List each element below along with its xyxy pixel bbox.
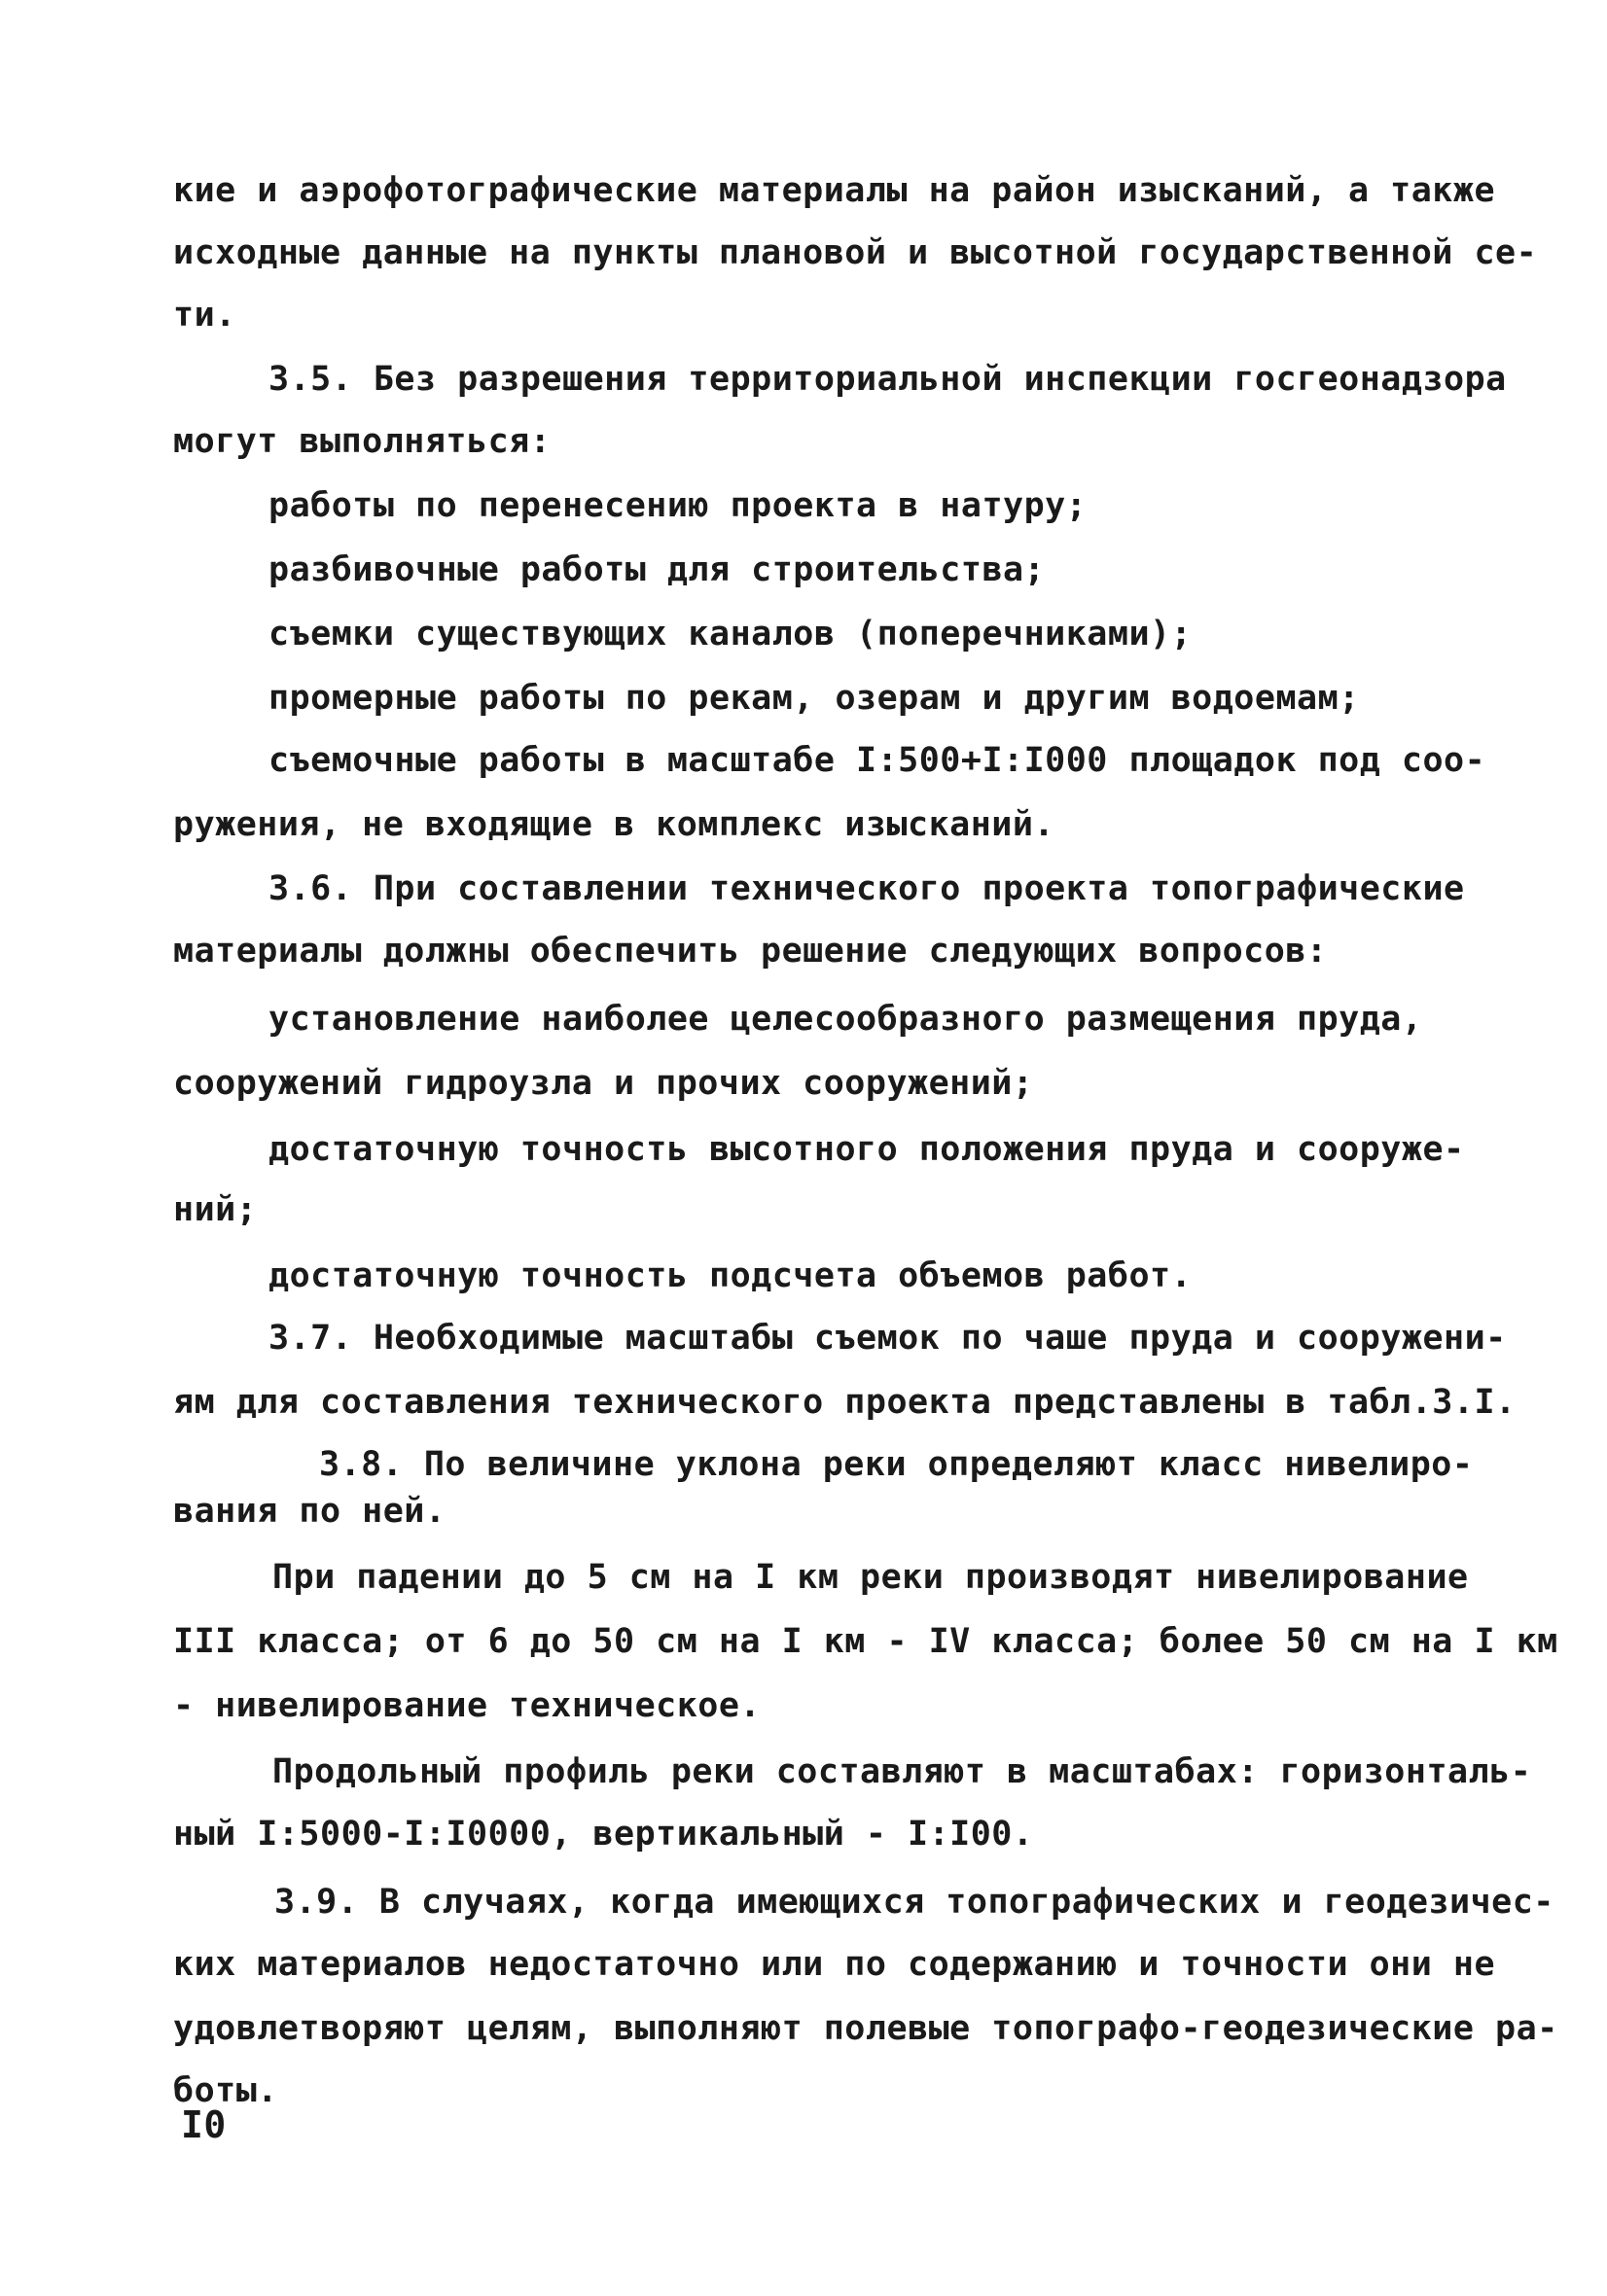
text-line: сооружений гидроузла и прочих сооружений; <box>173 1064 1034 1103</box>
text-line: 3.5. Без разрешения территориальной инспекции госгеонадзора <box>268 360 1507 399</box>
text-line: съемочные работы в масштабе I:500+I:I000 площадок под соо- <box>268 741 1486 780</box>
text-line: промерные работы по рекам, озерам и другим водоемам; <box>268 679 1360 718</box>
text-line: съемки существующих каналов (поперечниками); <box>268 615 1193 653</box>
text-line: установление наиболее целесообразного размещения пруда, <box>268 1000 1423 1039</box>
text-line: Продольный профиль реки составляют в масштабах: горизонталь- <box>272 1752 1532 1791</box>
text-line: III класса; от 6 до 50 см на I км - IV класса; более 50 см на I км <box>173 1622 1558 1661</box>
page-number: I0 <box>181 2103 227 2146</box>
text-line: ний; <box>173 1190 258 1229</box>
text-line: могут выполняться: <box>173 422 552 461</box>
text-line: материалы должны обеспечить решение следующих вопросов: <box>173 932 1328 971</box>
text-line: вания по ней. <box>173 1492 446 1531</box>
text-line: 3.6. При составлении технического проекта топографические <box>268 869 1465 908</box>
text-line: разбивочные работы для строительства; <box>268 550 1046 589</box>
text-line: работы по перенесению проекта в натуру; <box>268 486 1088 525</box>
text-line: ти. <box>173 296 236 335</box>
text-line: достаточную точность высотного положения пруда и сооруже- <box>268 1130 1465 1169</box>
text-line: - нивелирование техническое. <box>173 1686 762 1725</box>
text-line: При падении до 5 см на I км реки производят нивелирование <box>272 1558 1469 1597</box>
text-line: 3.8. По величине уклона реки определяют класс нивелиро- <box>319 1445 1474 1484</box>
text-line: 3.7. Необходимые масштабы съемок по чаше пруда и сооружени- <box>268 1319 1507 1358</box>
text-line: 3.9. В случаях, когда имеющихся топографических и геодезичес- <box>274 1883 1554 1922</box>
text-line: достаточную точность подсчета объемов работ. <box>268 1256 1193 1295</box>
text-line: ный I:5000-I:I0000, вертикальный - I:I00. <box>173 1815 1034 1854</box>
text-line: кие и аэрофотографические материалы на район изысканий, а также <box>173 171 1496 210</box>
text-line: боты. <box>173 2071 278 2110</box>
text-line: ружения, не входящие в комплекс изысканий. <box>173 805 1055 844</box>
text-line: ких материалов недостаточно или по содержанию и точности они не <box>173 1945 1496 1984</box>
text-line: удовлетворяют целям, выполняют полевые топографо-геодезические ра- <box>173 2009 1558 2048</box>
text-line: ям для составления технического проекта представлены в табл.3.I. <box>173 1383 1517 1422</box>
text-line: исходные данные на пункты плановой и высотной государственной се- <box>173 233 1538 272</box>
